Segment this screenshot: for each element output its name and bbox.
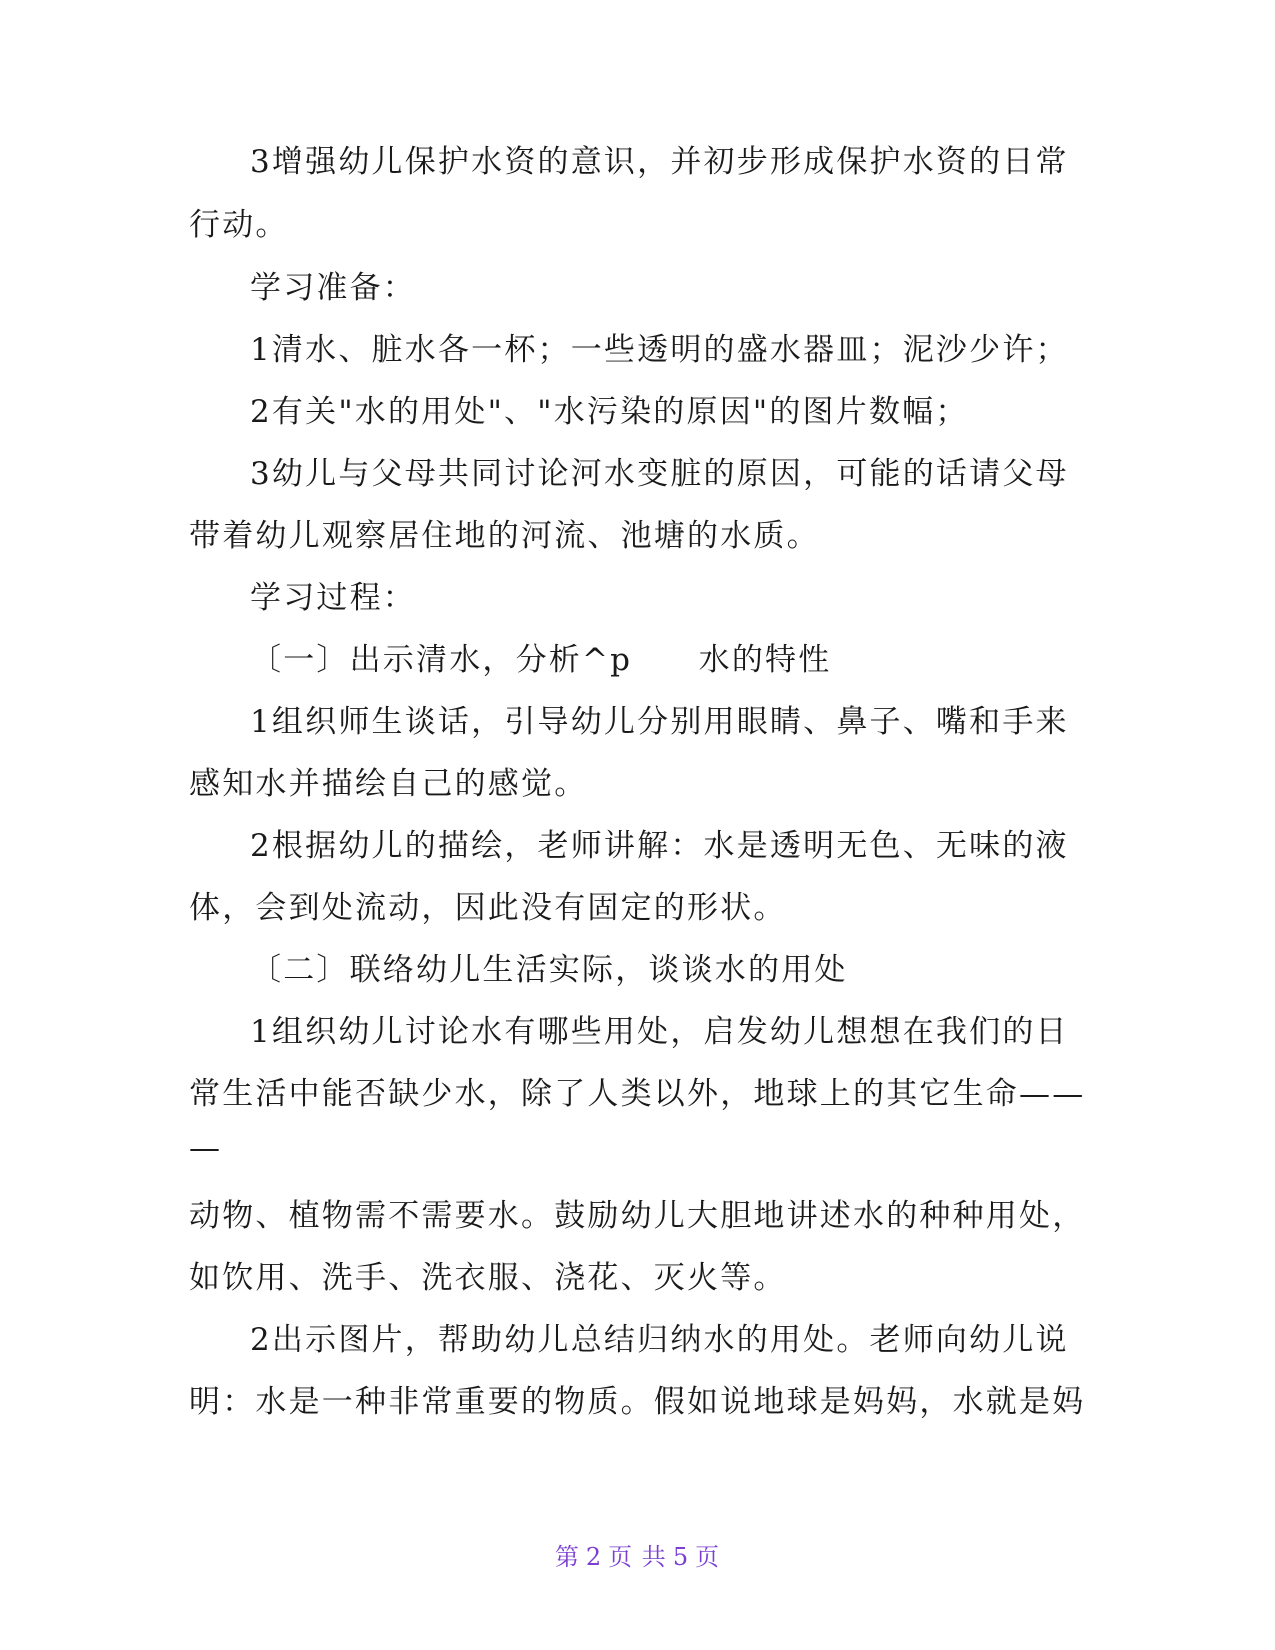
paragraph-line: 1组织幼儿讨论水有哪些用处，启发幼儿想想在我们的日 — [250, 1014, 1069, 1050]
paragraph-line: 常生活中能否缺少水，除了人类以外，地球上的其它生命—— — [189, 1076, 1086, 1112]
paragraph-line: 2有关"水的用处"、"水污染的原因"的图片数幅； — [250, 394, 969, 430]
page-footer — [0, 1542, 1275, 1572]
paragraph-line: 动物、植物需不需要水。鼓励幼儿大胆地讲述水的种种用处， — [189, 1198, 1086, 1234]
paragraph-line: 1组织师生谈话，引导幼儿分别用眼睛、鼻子、嘴和手来 — [250, 704, 1069, 740]
paragraph-line: 感知水并描绘自己的感觉。 — [189, 766, 588, 802]
paragraph-line: 3幼儿与父母共同讨论河水变脏的原因，可能的话请父母 — [250, 456, 1069, 492]
paragraph-line: 行动。 — [189, 207, 289, 243]
total-pages-number: 5 — [672, 1543, 690, 1571]
paragraph-line: 1清水、脏水各一杯；一些透明的盛水器皿；泥沙少许； — [250, 332, 1069, 368]
paragraph-line: 3增强幼儿保护水资的意识，并初步形成保护水资的日常 — [250, 144, 1069, 180]
section-heading: 学习准备： — [250, 270, 416, 306]
paragraph-line: 明：水是一种非常重要的物质。假如说地球是妈妈，水就是妈 — [189, 1384, 1086, 1420]
footer-suffix: 页 — [695, 1543, 721, 1571]
paragraph-line: 带着幼儿观察居住地的河流、池塘的水质。 — [189, 518, 820, 554]
paragraph-line: — — [189, 1130, 223, 1166]
subsection-heading: 〔二〕联络幼儿生活实际，谈谈水的用处 — [250, 952, 848, 988]
paragraph-line: 2根据幼儿的描绘，老师讲解：水是透明无色、无味的液 — [250, 828, 1069, 864]
subsection-heading: 〔一〕出示清水，分析^p 水的特性 — [250, 642, 832, 678]
section-heading: 学习过程： — [250, 580, 416, 616]
paragraph-line: 体，会到处流动，因此没有固定的形状。 — [189, 890, 787, 926]
paragraph-line: 如饮用、洗手、洗衣服、浇花、灭火等。 — [189, 1260, 787, 1296]
footer-prefix: 第 — [554, 1543, 580, 1571]
paragraph-line: 2出示图片，帮助幼儿总结归纳水的用处。老师向幼儿说 — [250, 1322, 1069, 1358]
current-page-number: 2 — [585, 1543, 603, 1571]
footer-middle: 页 共 — [608, 1543, 667, 1571]
